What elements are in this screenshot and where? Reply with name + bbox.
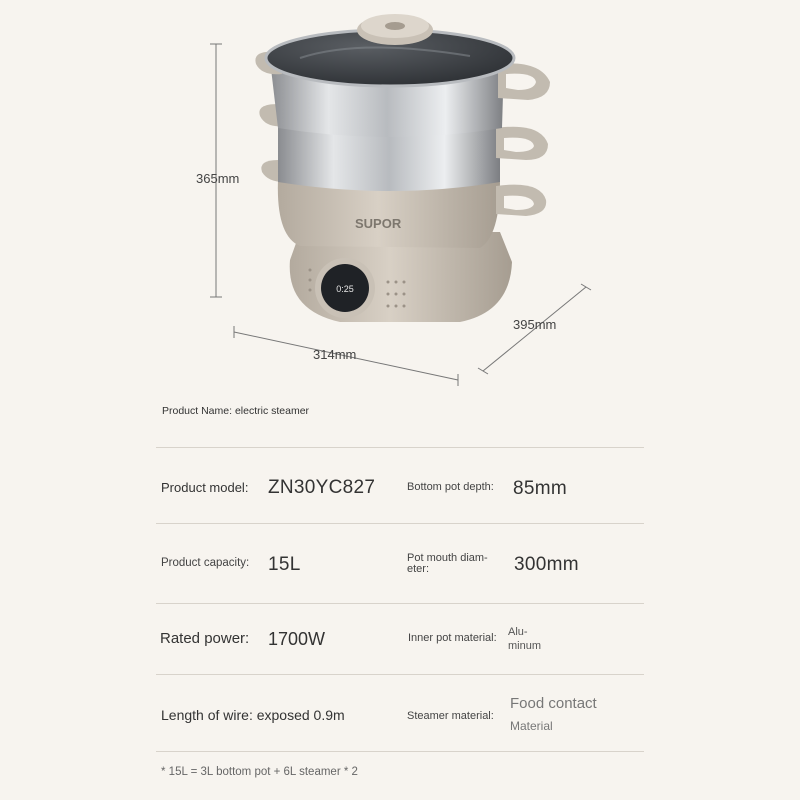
- capacity-footnote: * 15L = 3L bottom pot + 6L steamer * 2: [161, 766, 358, 778]
- divider: [156, 523, 644, 524]
- product-name: Product Name: electric steamer: [162, 405, 310, 417]
- capacity-label: Product capacity:: [161, 557, 250, 569]
- brand-logo: SUPOR: [355, 216, 402, 231]
- divider: [156, 751, 644, 752]
- mouth-diameter-label-line1: Pot mouth diam-: [407, 552, 488, 564]
- divider: [156, 674, 644, 675]
- product-model-label: Product model:: [161, 480, 249, 495]
- inner-material-value-line1: Alu-: [508, 626, 528, 638]
- display-readout: 0:25: [336, 284, 354, 294]
- inner-material-label: Inner pot material:: [408, 632, 497, 644]
- bottom-depth-label: Bottom pot depth:: [407, 481, 494, 493]
- rated-power-value: 1700W: [268, 629, 326, 649]
- steamer-material-value-line2: Material: [510, 719, 553, 733]
- width-dimension-label: 314mm: [313, 347, 357, 362]
- inner-material-value-line2: minum: [508, 640, 542, 652]
- rated-power-label: Rated power:: [160, 630, 250, 647]
- mouth-diameter-label-line2: eter:: [407, 563, 430, 575]
- capacity-value: 15L: [268, 554, 301, 575]
- mouth-diameter-value: 300mm: [514, 554, 579, 575]
- steamer-material-value-line1: Food contact: [510, 695, 597, 712]
- divider: [156, 447, 644, 448]
- product-model-value: ZN30YC827: [268, 477, 376, 498]
- height-dimension-label: 365mm: [196, 171, 240, 186]
- wire-length-label: Length of wire: exposed 0.9m: [161, 707, 345, 723]
- steamer-material-label: Steamer material:: [407, 710, 494, 722]
- depth-dimension-label: 395mm: [513, 317, 557, 332]
- bottom-depth-value: 85mm: [513, 478, 567, 499]
- divider: [156, 603, 644, 604]
